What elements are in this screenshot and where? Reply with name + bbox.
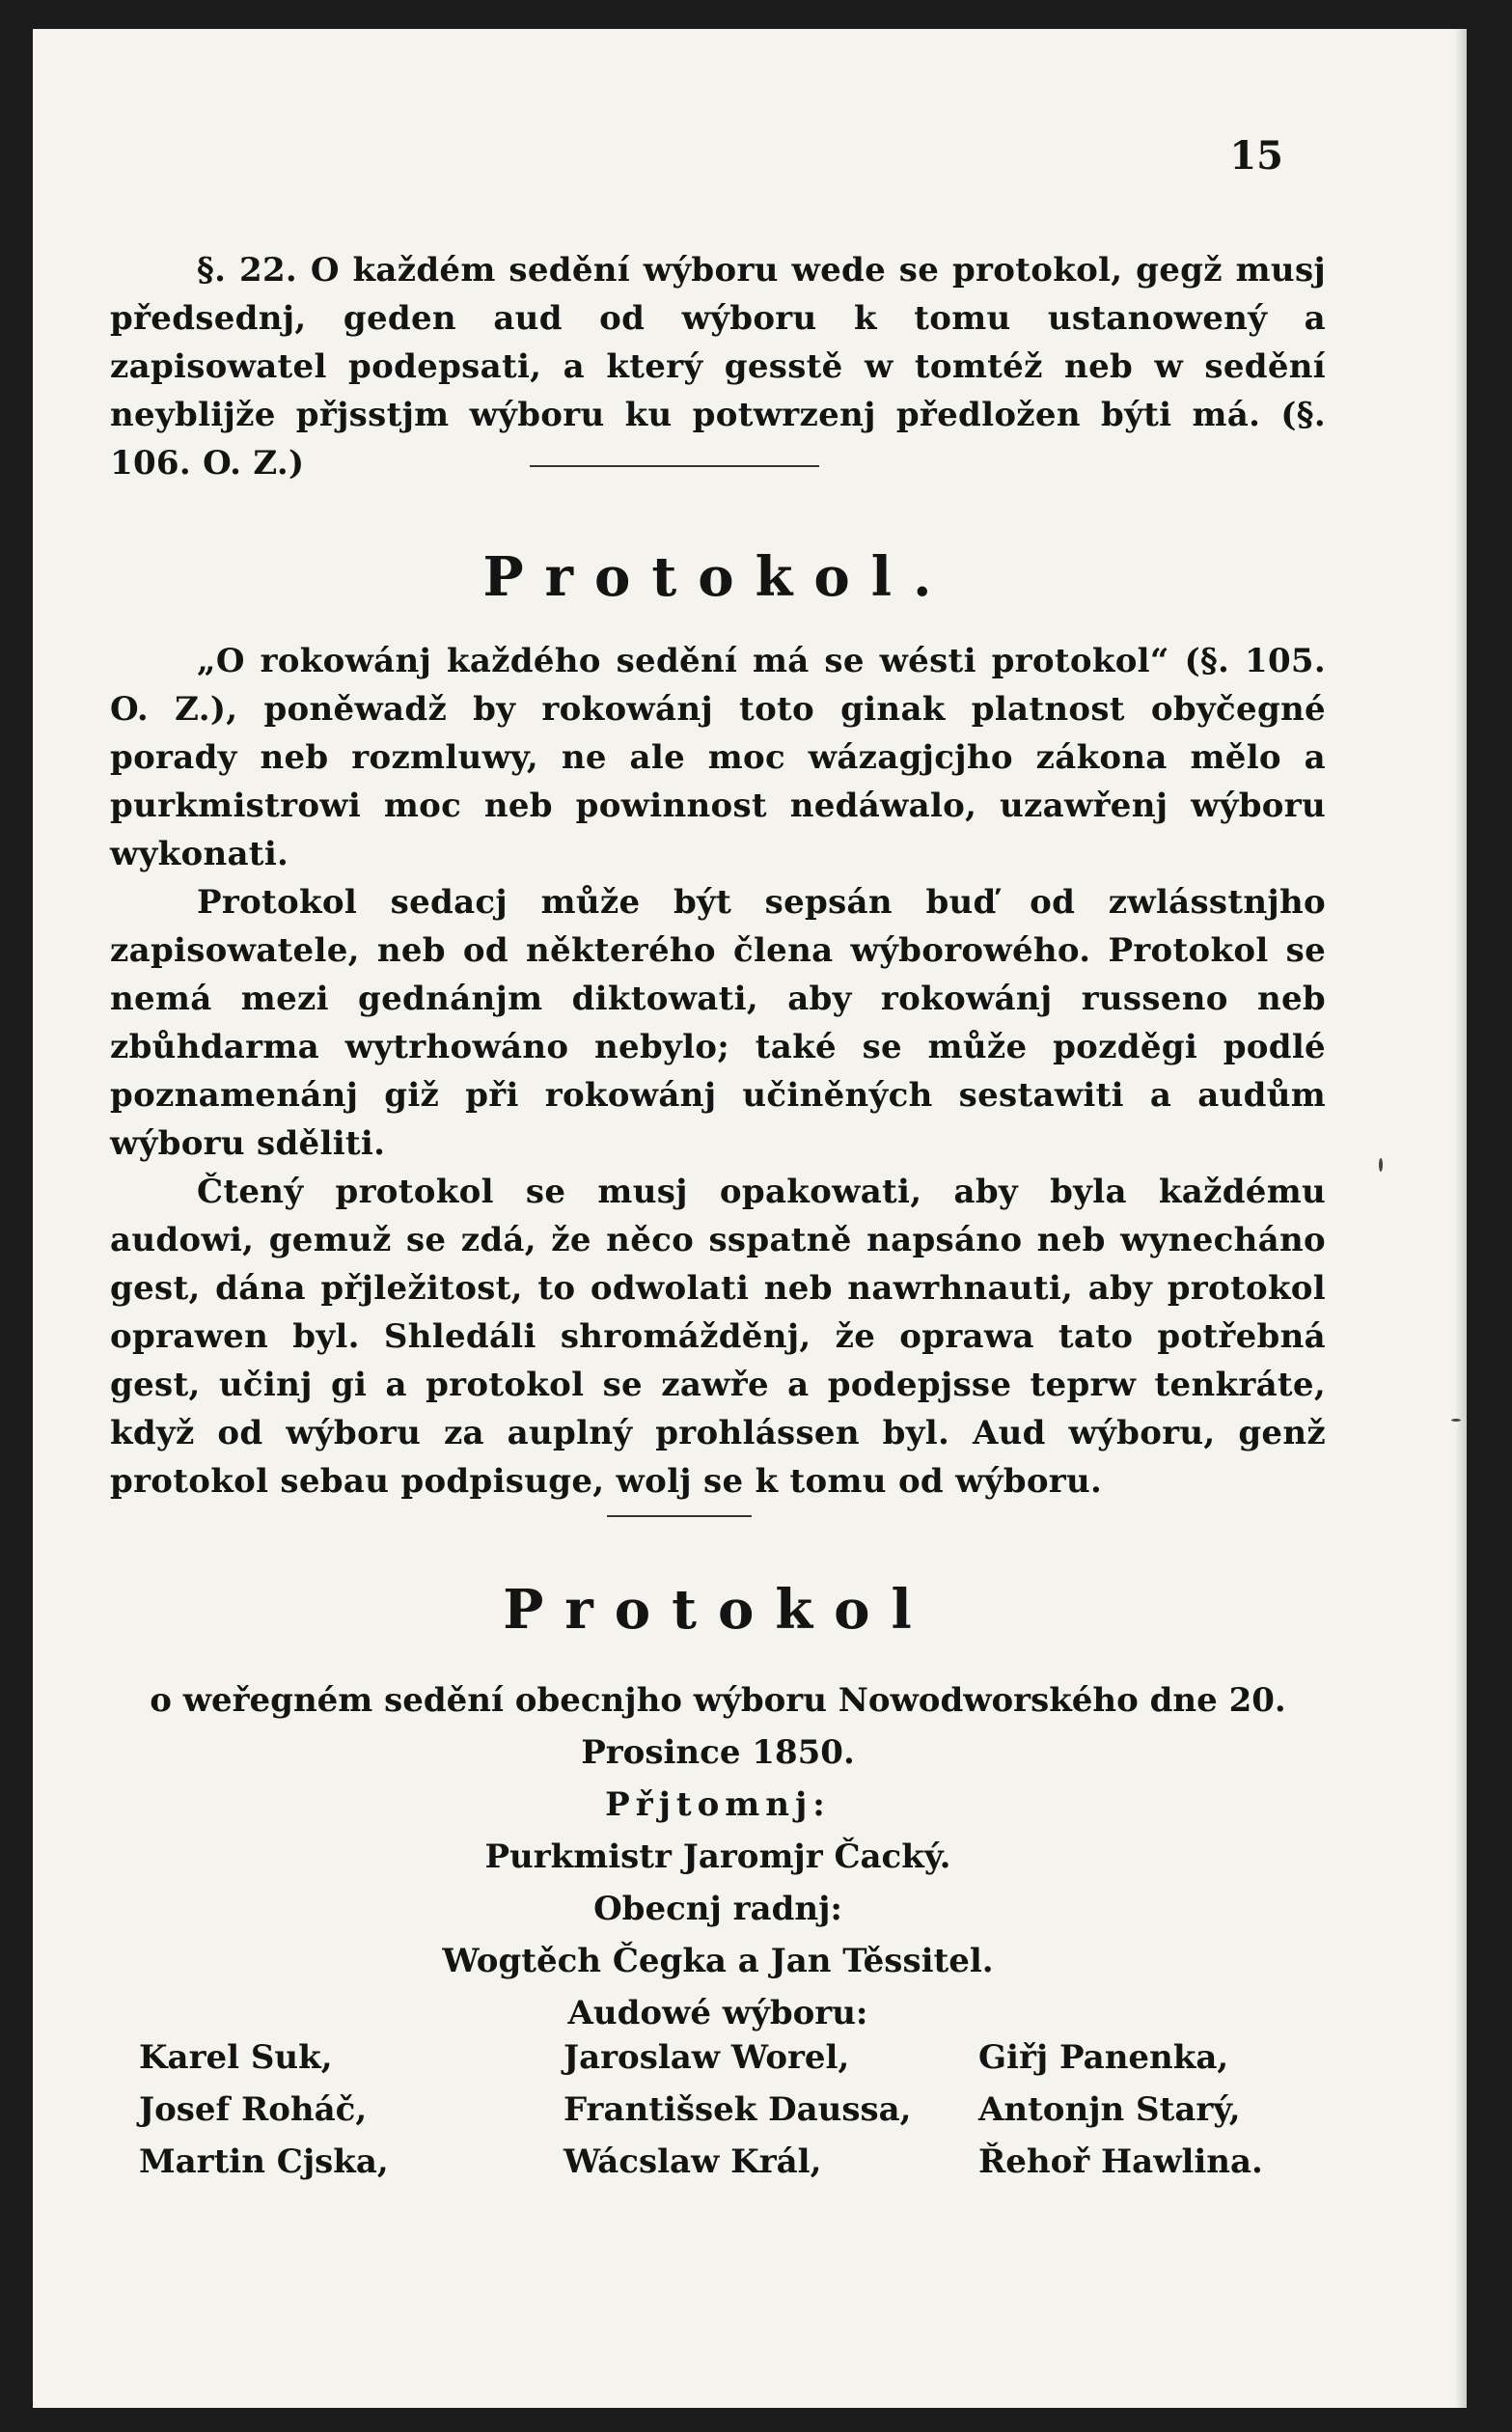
member-name: Karel Suk, xyxy=(139,2038,333,2077)
member-name: Antonjn Starý, xyxy=(978,2090,1241,2129)
member-name: Wácslaw Král, xyxy=(564,2142,822,2181)
section-22-text xyxy=(110,246,1326,487)
divider-rule-2 xyxy=(607,1515,752,1517)
member-row xyxy=(139,2031,1345,2084)
paper-speck xyxy=(1379,1158,1383,1172)
member-name: Martin Cjska, xyxy=(139,2142,389,2181)
member-name: Františsek Daussa, xyxy=(564,2090,912,2129)
members-label: Audowé wýboru: xyxy=(567,1994,868,2032)
member-row xyxy=(139,2084,1345,2136)
mayor-line: Purkmistr Jaromjr Čacký. xyxy=(484,1838,951,1876)
member-name: Jaroslaw Worel, xyxy=(564,2038,850,2077)
member-list xyxy=(139,2031,1345,2188)
member-row xyxy=(139,2136,1345,2188)
commentary-paragraph-3: Čtený protokol se musj opakowati, aby byla každému audowi, gemuž se zdá, že něco sspatně napsáno neb wynecháno gest, dána přjležitost, to odwolati neb nawrhnauti, aby protokol oprawen byl. Shledáli shromážděnj, že oprawa tato potřebná gest, učinj gi a protokol se zawře a podepjsse teprw tenkráte, když od wýboru za auplný prohlássen byl. Aud wýboru, genž protokol sebau podpisuge, wolj se k tomu od wýboru. xyxy=(110,1173,1326,1501)
meeting-line-2: Prosince 1850. xyxy=(581,1733,855,1772)
member-name: Řehoř Hawlina. xyxy=(978,2142,1263,2181)
heading-protokol-2: Protokol xyxy=(503,1578,933,1642)
page-edge xyxy=(1455,29,1467,2408)
paper-speck xyxy=(1451,1419,1461,1422)
divider-rule-1 xyxy=(530,465,819,467)
section-22-paragraph: §. 22. O každém sedění wýboru wede se protokol, gegž musj předsednj, geden aud od wýboru k tomu ustanowený a zapisowatel podepsati, a který gesstě w tomtéž neb w sedění neyblijže přjsstjm wýboru ku potwrzenj předložen býti má. (§. 106. O. Z.) xyxy=(110,251,1326,483)
commentary-text xyxy=(110,637,1326,1506)
commentary-paragraph-1: „O rokowánj každého sedění má se wésti protokol“ (§. 105. O. Z.), poněwadž by rokowánj toto ginak platnost obyčegné porady neb rozmluwy, ne ale moc wázagjcjho zákona mělo a purkmistrowi moc neb powinnost nedáwalo, uzawřenj wýboru wykonati. xyxy=(110,642,1326,873)
council-label: Obecnj radnj: xyxy=(593,1890,842,1928)
commentary-paragraph-2: Protokol sedacj může být sepsán buď od zwlásstnjho zapisowatele, neb od některého člena wýborowého. Protokol se nemá mezi gednánjm diktowati, aby rokowánj russeno neb zbůhdarma wytrhowáno nebylo; také se může pozděgi podlé poznamenánj giž při rokowánj učiněných sestawiti a audům wýboru sděliti. xyxy=(110,883,1326,1163)
page-number: 15 xyxy=(1229,133,1283,179)
heading-protokol-1: Protokol. xyxy=(482,545,953,609)
council-members: Wogtěch Čegka a Jan Těssitel. xyxy=(442,1942,994,1980)
present-label: Přjtomnj: xyxy=(605,1785,831,1824)
member-name: Giřj Panenka, xyxy=(978,2038,1229,2077)
meeting-header xyxy=(110,1674,1326,2039)
book-page xyxy=(33,29,1467,2408)
member-name: Josef Roháč, xyxy=(139,2090,368,2129)
meeting-line-1: o weřegném sedění obecnjho wýboru Nowodworského dne 20. xyxy=(150,1681,1286,1720)
